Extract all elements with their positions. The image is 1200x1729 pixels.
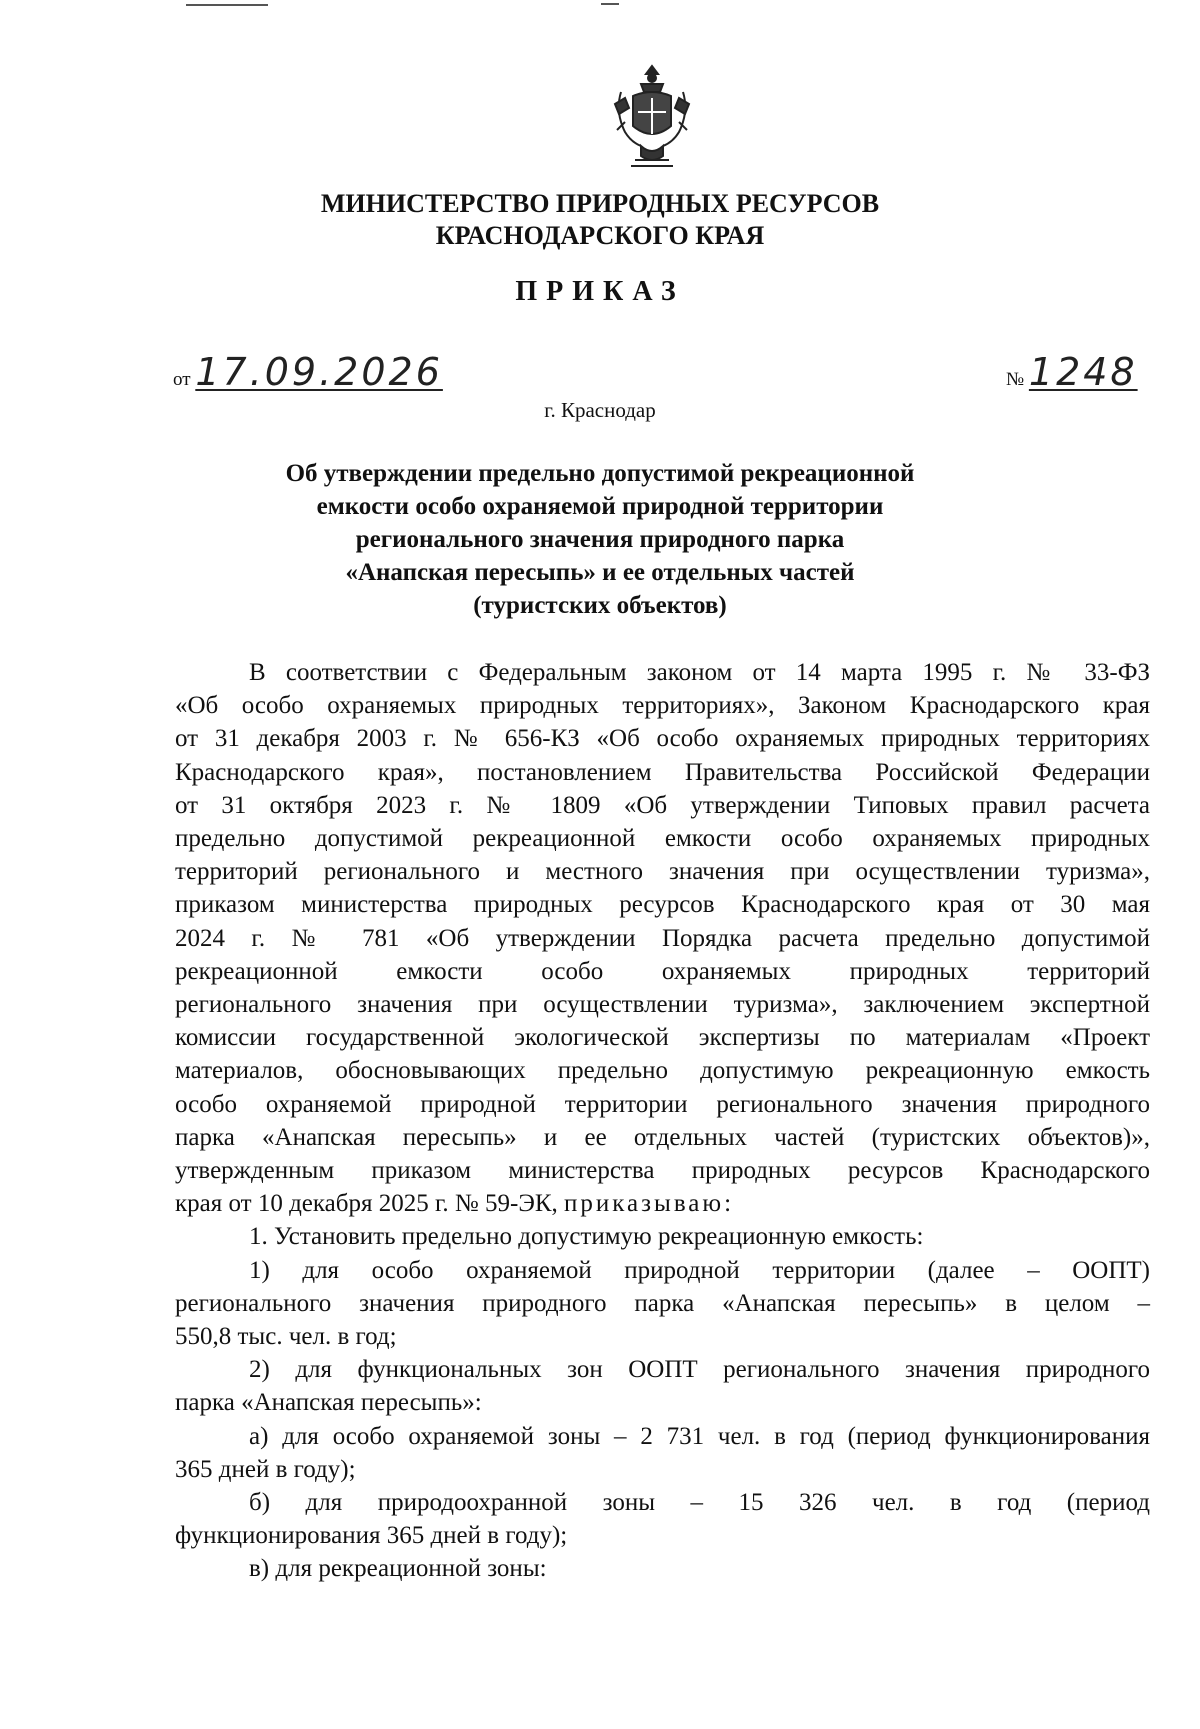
coat-of-arms-emblem — [611, 62, 693, 172]
body-line: «Об особо охраняемых природных территориях», Законом Краснодарского края — [175, 692, 1150, 720]
item-b-line: функционирования 365 дней в году); — [175, 1522, 568, 1550]
body-line-final — [175, 1187, 1150, 1220]
order-body — [175, 656, 1150, 1586]
order-date — [173, 350, 443, 394]
body-line: предельно допустимой рекреационной емкости особо охраняемых природных — [175, 825, 1150, 853]
body-line: регионального значения при осуществлении туризма», заключением экспертной — [175, 991, 1150, 1019]
ministry-name-line2: КРАСНОДАРСКОГО КРАЯ — [435, 221, 765, 250]
body-line: комиссии государственной экологической экспертизы по материалам «Проект — [175, 1024, 1150, 1052]
body-line: рекреационной емкости особо охраняемых природных территорий — [175, 957, 1150, 985]
item-1: 1. Установить предельно допустимую рекреационную емкость: — [249, 1223, 924, 1251]
subject-line: регионального значения природного парка — [355, 526, 845, 553]
subject-line: (туристских объектов) — [473, 592, 727, 619]
item-1-2-line: парка «Анапская пересыпь»: — [175, 1389, 482, 1417]
body-line: территорий регионального и местного значения при осуществлении туризма», — [175, 858, 1150, 886]
date-handwritten: 17.09.2026 — [195, 350, 443, 394]
document-type-title: ПРИКАЗ — [515, 276, 685, 307]
item-a-line: 365 дней в году); — [175, 1455, 356, 1483]
body-line: утвержденным приказом министерства природных ресурсов Краснодарского — [175, 1157, 1150, 1185]
body-line: от 31 октября 2023 г. № 1809 «Об утверждении Типовых правил расчета — [175, 791, 1150, 819]
body-line: особо охраняемой природной территории регионального значения природного — [175, 1090, 1150, 1118]
ministry-name — [0, 188, 1200, 252]
body-line: от 31 декабря 2003 г. № 656-КЗ «Об особо охраняемых природных территориях — [175, 725, 1150, 753]
body-line: парка «Анапская пересыпь» и ее отдельных частей (туристских объектов)», — [175, 1123, 1150, 1151]
date-prefix: от — [173, 369, 191, 390]
item-1-1-line: 1) для особо охраняемой природной территории (далее – ООПТ) — [249, 1256, 1150, 1284]
subject-line: емкости особо охраняемой природной территории — [316, 493, 884, 520]
order-word: приказываю: — [564, 1190, 735, 1218]
item-1-2-line: 2) для функциональных зон ООПТ регионального значения природного — [249, 1356, 1150, 1384]
item-a-line: а) для особо охраняемой зоны – 2 731 чел. в год (период функционирования — [249, 1422, 1150, 1450]
body-line: края от 10 декабря 2025 г. № 59-ЭК, — [175, 1190, 558, 1218]
item-1-1-line: 550,8 тыс. чел. в год; — [175, 1323, 397, 1351]
order-subject — [0, 457, 1200, 622]
body-line: приказом министерства природных ресурсов Краснодарского края от 30 мая — [175, 891, 1150, 919]
order-number — [1006, 350, 1138, 394]
city: г. Краснодар — [544, 398, 656, 422]
ministry-name-line1: МИНИСТЕРСТВО ПРИРОДНЫХ РЕСУРСОВ — [320, 189, 880, 218]
item-b-line: б) для природоохранной зоны – 15 326 чел. в год (период — [249, 1489, 1150, 1517]
scan-artifact — [186, 4, 268, 6]
subject-line: Об утверждении предельно допустимой рекреационной — [285, 460, 915, 487]
scan-artifact — [601, 3, 619, 5]
number-handwritten: 1248 — [1028, 350, 1138, 394]
body-line: 2024 г. № 781 «Об утверждении Порядка расчета предельно допустимой — [175, 924, 1150, 952]
number-prefix: № — [1006, 369, 1025, 390]
item-1-1-line: регионального значения природного парка «Анапская пересыпь» в целом – — [175, 1289, 1150, 1317]
item-v: в) для рекреационной зоны: — [249, 1555, 547, 1583]
body-line: материалов, обосновывающих предельно допустимую рекреационную емкость — [175, 1057, 1150, 1085]
body-line: В соответствии с Федеральным законом от 14 марта 1995 г. № 33-ФЗ — [249, 659, 1150, 686]
body-line: Краснодарского края», постановлением Правительства Российской Федерации — [175, 758, 1150, 786]
subject-line: «Анапская пересыпь» и ее отдельных частей — [345, 559, 855, 586]
